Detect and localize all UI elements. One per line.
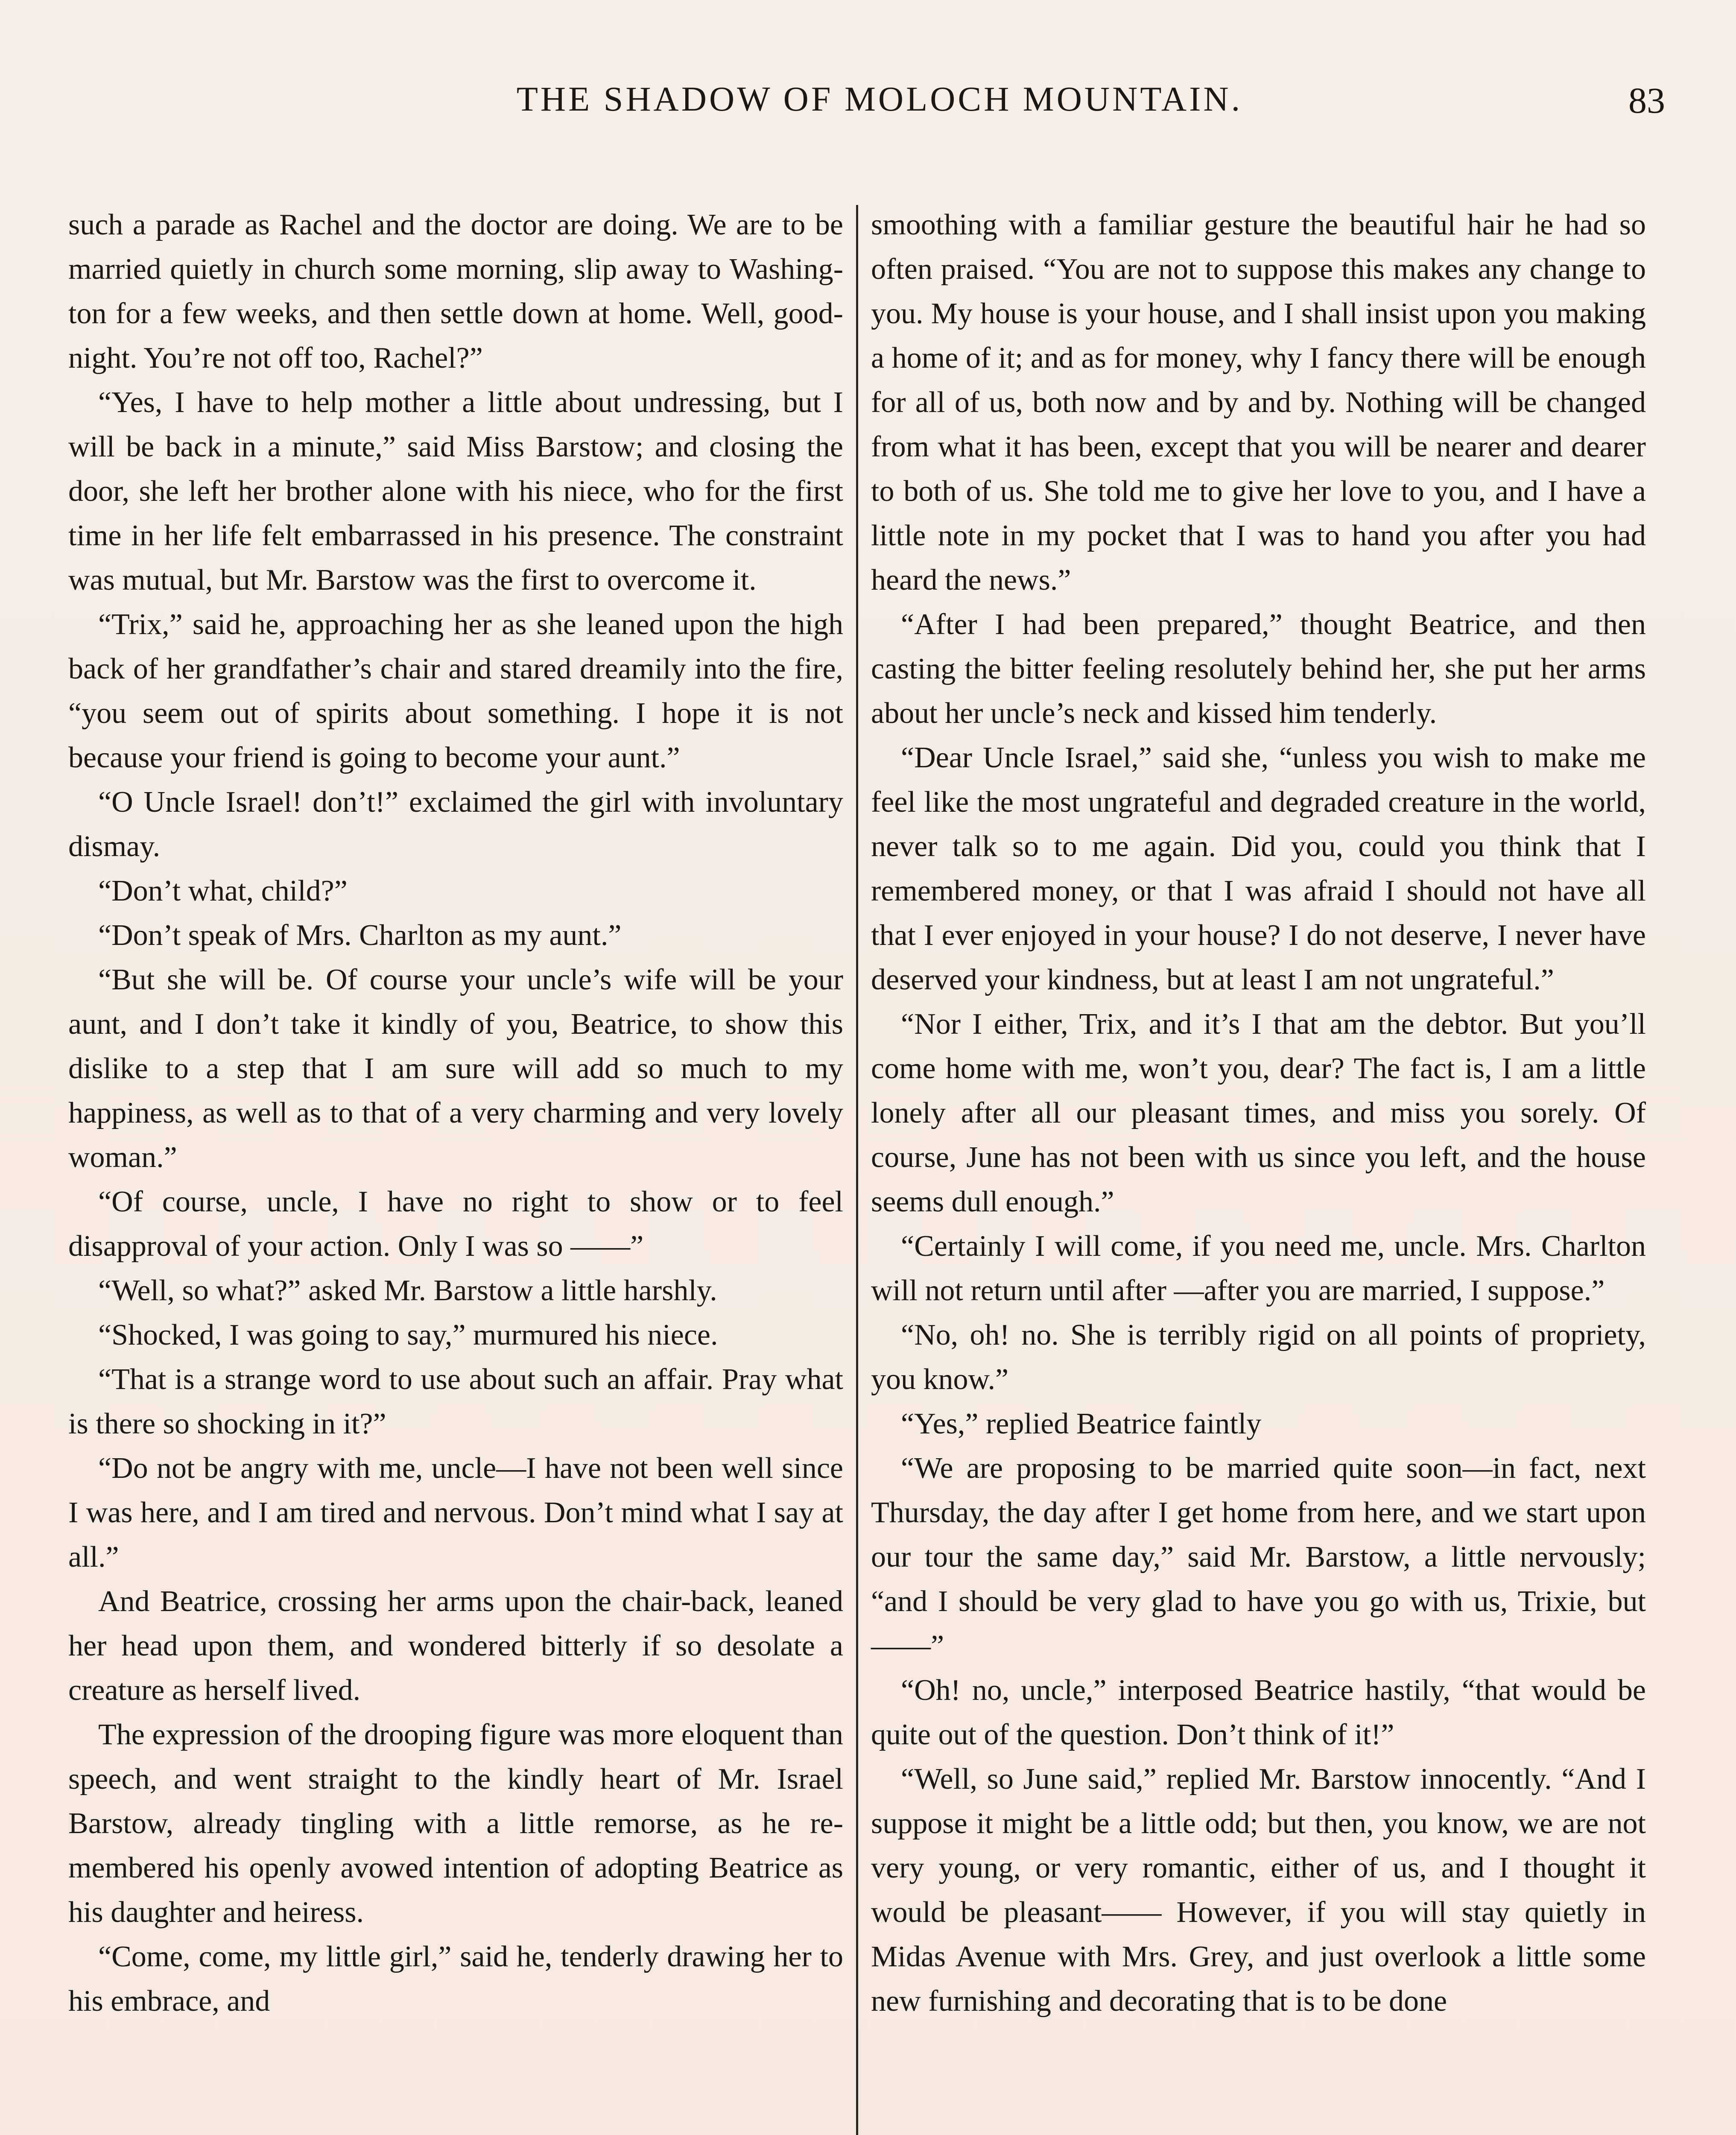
paragraph: And Beatrice, crossing her arms upon the chair-back, leaned her head upon them, and wondered bitterly if so desolate a creature as herself lived. xyxy=(68,1585,843,1707)
paragraph: “That is a strange word to use about such an affair. Pray what is there so shocking in it?” xyxy=(68,1363,843,1440)
paragraph: “O Uncle Israel! don’t!” exclaimed the girl with involuntary dismay. xyxy=(68,786,843,863)
paragraph: “Trix,” said he, approaching her as she leaned upon the high back of her grandfather’s chair and stared dreamily into the fire, “you seem out of spirits about something. I hope it is not because your friend is going to become your aunt.” xyxy=(68,608,843,774)
paragraph: “Yes,” replied Beatrice faintly xyxy=(901,1407,1262,1440)
page-number: 83 xyxy=(1628,80,1665,121)
paragraph: “Don’t what, child?” xyxy=(98,874,348,907)
paragraph: “After I had been prepared,” thought Beatrice, and then casting the bitter feeling resolutely behind her, she put her arms about her uncle’s neck and kissed him tenderly. xyxy=(871,608,1646,730)
left-column xyxy=(68,203,843,2024)
paragraph: “Certainly I will come, if you need me, uncle. Mrs. Charlton will not return until after —after you are married, I suppose.” xyxy=(871,1230,1646,1307)
column-divider xyxy=(856,205,858,2135)
paragraph: such a parade as Rachel and the doctor are doing. We are to be married quietly in church some morning, slip away to Washington for a few weeks, and then settle down at home. Well, good-night. You’re not off too, Rachel?” xyxy=(68,208,843,374)
paragraph: “We are proposing to be married quite soon—in fact, next Thursday, the day after I get home from here, and we start upon our tour the same day,” said Mr. Barstow, a little nervously; “and I should be very glad to have you go with us, Trixie, but——” xyxy=(871,1452,1646,1662)
paragraph: “Nor I either, Trix, and it’s I that am the debtor. But you’ll come home with me, won’t you, dear? The fact is, I am a little lonely after all our pleasant times, and miss you sorely. Of course, June has not been with us since you left, and the house seems dull enough.” xyxy=(871,1008,1646,1218)
paragraph: “Don’t speak of Mrs. Charlton as my aunt.” xyxy=(98,919,622,952)
paragraph: “Well, so what?” asked Mr. Barstow a little harshly. xyxy=(98,1274,717,1307)
paragraph: “Shocked, I was going to say,” murmured his niece. xyxy=(98,1319,718,1351)
paragraph: “But she will be. Of course your uncle’s wife will be your aunt, and I don’t take it kindly of you, Beatrice, to show this dislike to a step that I am sure will add so much to my happiness, as well as to that of a very charming and very lovely woman.” xyxy=(68,963,843,1174)
paragraph: “Well, so June said,” replied Mr. Barstow innocently. “And I suppose it might be a little odd; but then, you know, we are not very young, or very romantic, either of us, and I thought it would be pleasant—— However, if you will stay quietly in Midas Avenue with Mrs. Grey, and just overlook a little some new furnishing and decorating that is to be done xyxy=(871,1763,1646,2018)
running-head-title: THE SHADOW OF MOLOCH MOUNTAIN. xyxy=(516,79,1243,118)
right-column xyxy=(871,203,1646,2024)
paragraph: “Come, come, my little girl,” said he, tenderly drawing her to his embrace, and xyxy=(68,1940,843,2018)
paragraph: “Yes, I have to help mother a little about undressing, but I will be back in a minute,” said Miss Barstow; and closing the door, she left her brother alone with his niece, who for the first time in her life felt embarrassed in his presence. The constraint was mutual, but Mr. Barstow was the first to overcome it. xyxy=(68,386,843,597)
paragraph: “Do not be angry with me, uncle—I have not been well since I was here, and I am tired and nervous. Don’t mind what I say at all.” xyxy=(68,1452,843,1573)
paragraph: The expression of the drooping figure was more eloquent than speech, and went straight to the kindly heart of Mr. Israel Barstow, already tingling with a little remorse, as he remembered his openly avowed intention of adopting Beatrice as his daughter and heiress. xyxy=(68,1718,843,1929)
paragraph: “Oh! no, uncle,” interposed Beatrice hastily, “that would be quite out of the question. Don’t think of it!” xyxy=(871,1674,1646,1751)
paragraph: “Of course, uncle, I have no right to show or to feel disapproval of your action. Only I was so ——” xyxy=(68,1185,843,1263)
paragraph: “No, oh! no. She is terribly rigid on all points of propriety, you know.” xyxy=(871,1319,1646,1396)
paragraph: smoothing with a familiar gesture the beautiful hair he had so often praised. “You are not to suppose this makes any change to you. My house is your house, and I shall insist upon you making a home of it; and as for money, why I fancy there will be enough for all of us, both now and by and by. Nothing will be changed from what it has been, except that you will be nearer and dearer to both of us. She told me to give her love to you, and I have a little note in my pocket that I was to hand you after you had heard the news.” xyxy=(871,208,1646,597)
paragraph: “Dear Uncle Israel,” said she, “unless you wish to make me feel like the most ungrateful and degraded creature in the world, never talk so to me again. Did you, could you think that I remembered money, or that I was afraid I should not have all that I ever enjoyed in your house? I do not deserve, I never have deserved your kindness, but at least I am not ungrateful.” xyxy=(871,741,1646,996)
